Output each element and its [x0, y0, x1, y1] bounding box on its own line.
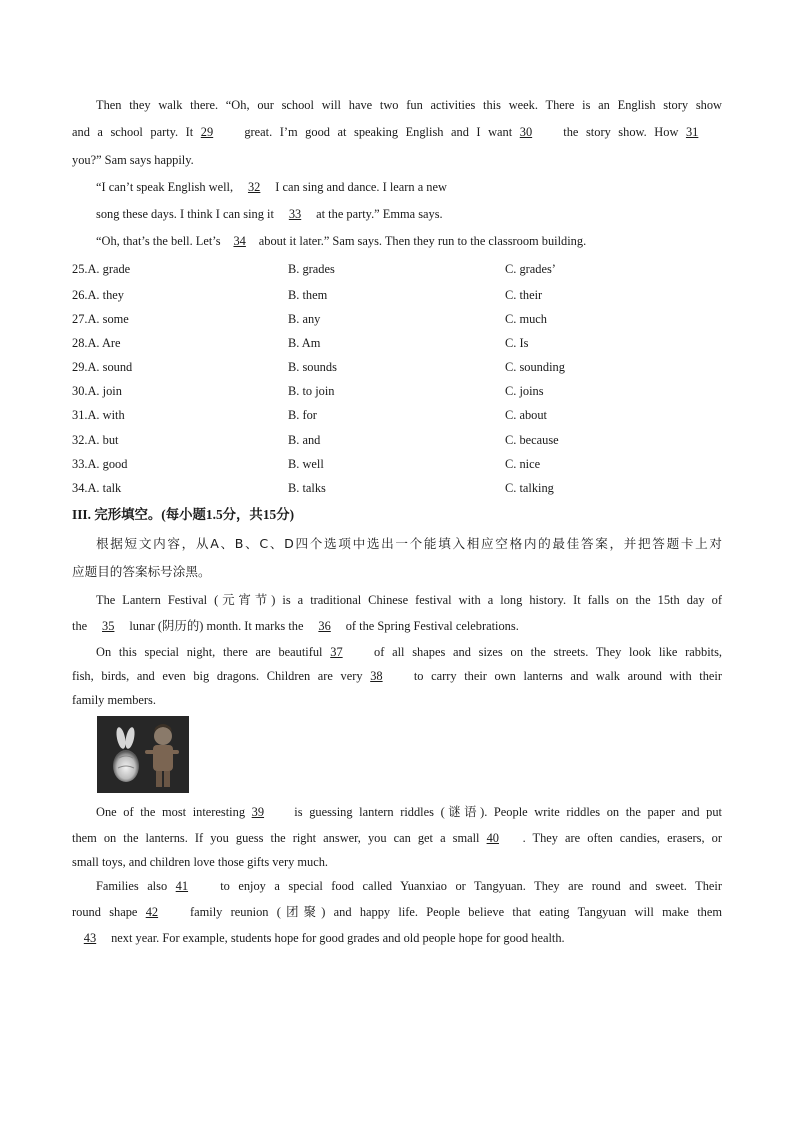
- text-span: “I can’t speak English well,: [96, 180, 234, 194]
- option-b: B. to join: [288, 384, 335, 398]
- text-span: The Lantern Festival (元宵节) is a traditional Chinese festival with a long history. It falls on the 15th day of: [96, 593, 722, 607]
- option-b: B. Am: [288, 336, 321, 350]
- text-span: of the Spring Festival celebrations.: [345, 619, 519, 633]
- option-c: C. their: [505, 288, 543, 302]
- option-c: C. talking: [505, 481, 554, 495]
- option-b: B. sounds: [288, 360, 337, 374]
- text-span: about it later.” Sam says. Then they run to the classroom building.: [258, 234, 587, 248]
- option-a: 32.A. but: [72, 433, 119, 447]
- text-span: to enjoy a special food called Yuanxiao or Tangyuan. They are round and sweet. Their: [220, 879, 722, 893]
- blank-37: 37: [330, 645, 343, 659]
- passage-line: [72, 618, 722, 634]
- blank-33: 33: [288, 207, 302, 221]
- passage-line: [96, 644, 722, 660]
- text-span: I can sing and dance. I learn a new: [275, 180, 447, 194]
- passage-line: [72, 152, 722, 168]
- passage-line: [72, 692, 722, 708]
- text-span: round shape: [72, 905, 138, 919]
- text-span: 应题目的答案标号涂黑。: [72, 564, 211, 579]
- text-span: On this special night, there are beautiful: [96, 645, 323, 659]
- blank-31: 31: [685, 125, 699, 139]
- option-b: B. and: [288, 433, 321, 447]
- text-span: next year. For example, students hope for good grades and old people hope for good health.: [111, 931, 565, 945]
- option-a: 34.A. talk: [72, 481, 122, 495]
- text-span: family members.: [72, 693, 156, 707]
- option-b: B. any: [288, 312, 321, 326]
- text-span: fish, birds, and even big dragons. Children are very: [72, 669, 363, 683]
- passage-line: [96, 592, 722, 608]
- blank-38: 38: [370, 669, 383, 683]
- option-b: B. them: [288, 288, 328, 302]
- text-span: at the party.” Emma says.: [316, 207, 443, 221]
- text-span: them on the lanterns. If you guess the right answer, you can get a small: [72, 831, 480, 845]
- option-a: 31.A. with: [72, 408, 125, 422]
- option-c: C. much: [505, 312, 547, 326]
- text-span: to carry their own lanterns and walk around with their: [413, 669, 722, 683]
- option-c: C. joins: [505, 384, 544, 398]
- passage-line: [72, 904, 722, 920]
- option-a: 29.A. sound: [72, 360, 133, 374]
- text-span: the story show. How: [563, 125, 679, 139]
- blank-35: 35: [102, 619, 115, 633]
- passage-line: [72, 668, 722, 684]
- blank-41: 41: [175, 879, 189, 893]
- option-c: C. about: [505, 408, 547, 422]
- text-span: “Oh, that’s the bell. Let’s: [96, 234, 221, 248]
- option-c: C. grades’: [505, 262, 556, 276]
- option-c: C. sounding: [505, 360, 565, 374]
- text-span: the: [72, 619, 88, 633]
- option-a: 27.A. some: [72, 312, 129, 326]
- blank-29: 29: [200, 125, 214, 139]
- instruction-line: [72, 564, 722, 580]
- blank-30: 30: [519, 125, 533, 139]
- passage-line: [72, 930, 722, 946]
- option-a: 28.A. Are: [72, 336, 121, 350]
- option-b: B. for: [288, 408, 317, 422]
- passage-line: [96, 206, 746, 222]
- text-span: family reunion (团聚) and happy life. People believe that eating Tangyuan will make them: [190, 905, 722, 919]
- passage-line: [96, 233, 746, 249]
- option-b: B. well: [288, 457, 324, 471]
- text-span: of all shapes and sizes on the streets. They look like rabbits,: [374, 645, 722, 659]
- option-c: C. Is: [505, 336, 529, 350]
- blank-40: 40: [486, 831, 499, 845]
- section-title: III. 完形填空。(每小题1.5分，共15分): [72, 507, 295, 522]
- text-span: One of the most interesting: [96, 805, 246, 819]
- lantern-photo: [97, 716, 189, 793]
- blank-42: 42: [145, 905, 159, 919]
- passage-line: [72, 124, 722, 140]
- option-c: C. because: [505, 433, 559, 447]
- option-b: B. grades: [288, 262, 335, 276]
- option-a: 30.A. join: [72, 384, 122, 398]
- blank-32: 32: [247, 180, 261, 194]
- text-span: great. I’m good at speaking English and I want: [244, 125, 513, 139]
- rabbit-lantern-icon: [97, 716, 189, 793]
- text-span: . They are often candies, erasers, or: [522, 831, 722, 845]
- text-span: lunar (阴历的) month. It marks the: [129, 619, 304, 633]
- text-span: you?” Sam says happily.: [72, 153, 194, 167]
- blank-34: 34: [233, 234, 246, 248]
- passage-line: [96, 878, 722, 894]
- option-b: B. talks: [288, 481, 326, 495]
- text-span: song these days. I think I can sing it: [96, 207, 274, 221]
- option-c: C. nice: [505, 457, 541, 471]
- text-span: Then they walk there. “Oh, our school will have two fun activities this week. There is an English story show: [96, 98, 722, 112]
- passage-line: [96, 97, 722, 113]
- passage-line: [72, 830, 722, 846]
- text-span: small toys, and children love those gifts very much.: [72, 855, 329, 869]
- passage-line: [72, 854, 722, 870]
- instruction-line: [96, 536, 722, 552]
- text-span: Families also: [96, 879, 168, 893]
- text-span: and a school party. It: [72, 125, 194, 139]
- passage-line: [96, 804, 722, 820]
- blank-43: 43: [83, 931, 97, 945]
- option-a: 26.A. they: [72, 288, 124, 302]
- text-span: is guessing lantern riddles (谜语). People write riddles on the paper and put: [294, 805, 722, 819]
- blank-36: 36: [318, 619, 331, 633]
- option-a: 25.A. grade: [72, 262, 131, 276]
- text-span: 根据短文内容，从A、B、C、D四个选项中选出一个能填入相应空格内的最佳答案，并把答题卡上对: [96, 536, 722, 551]
- option-a: 33.A. good: [72, 457, 128, 471]
- blank-39: 39: [251, 805, 265, 819]
- passage-line: [96, 179, 746, 195]
